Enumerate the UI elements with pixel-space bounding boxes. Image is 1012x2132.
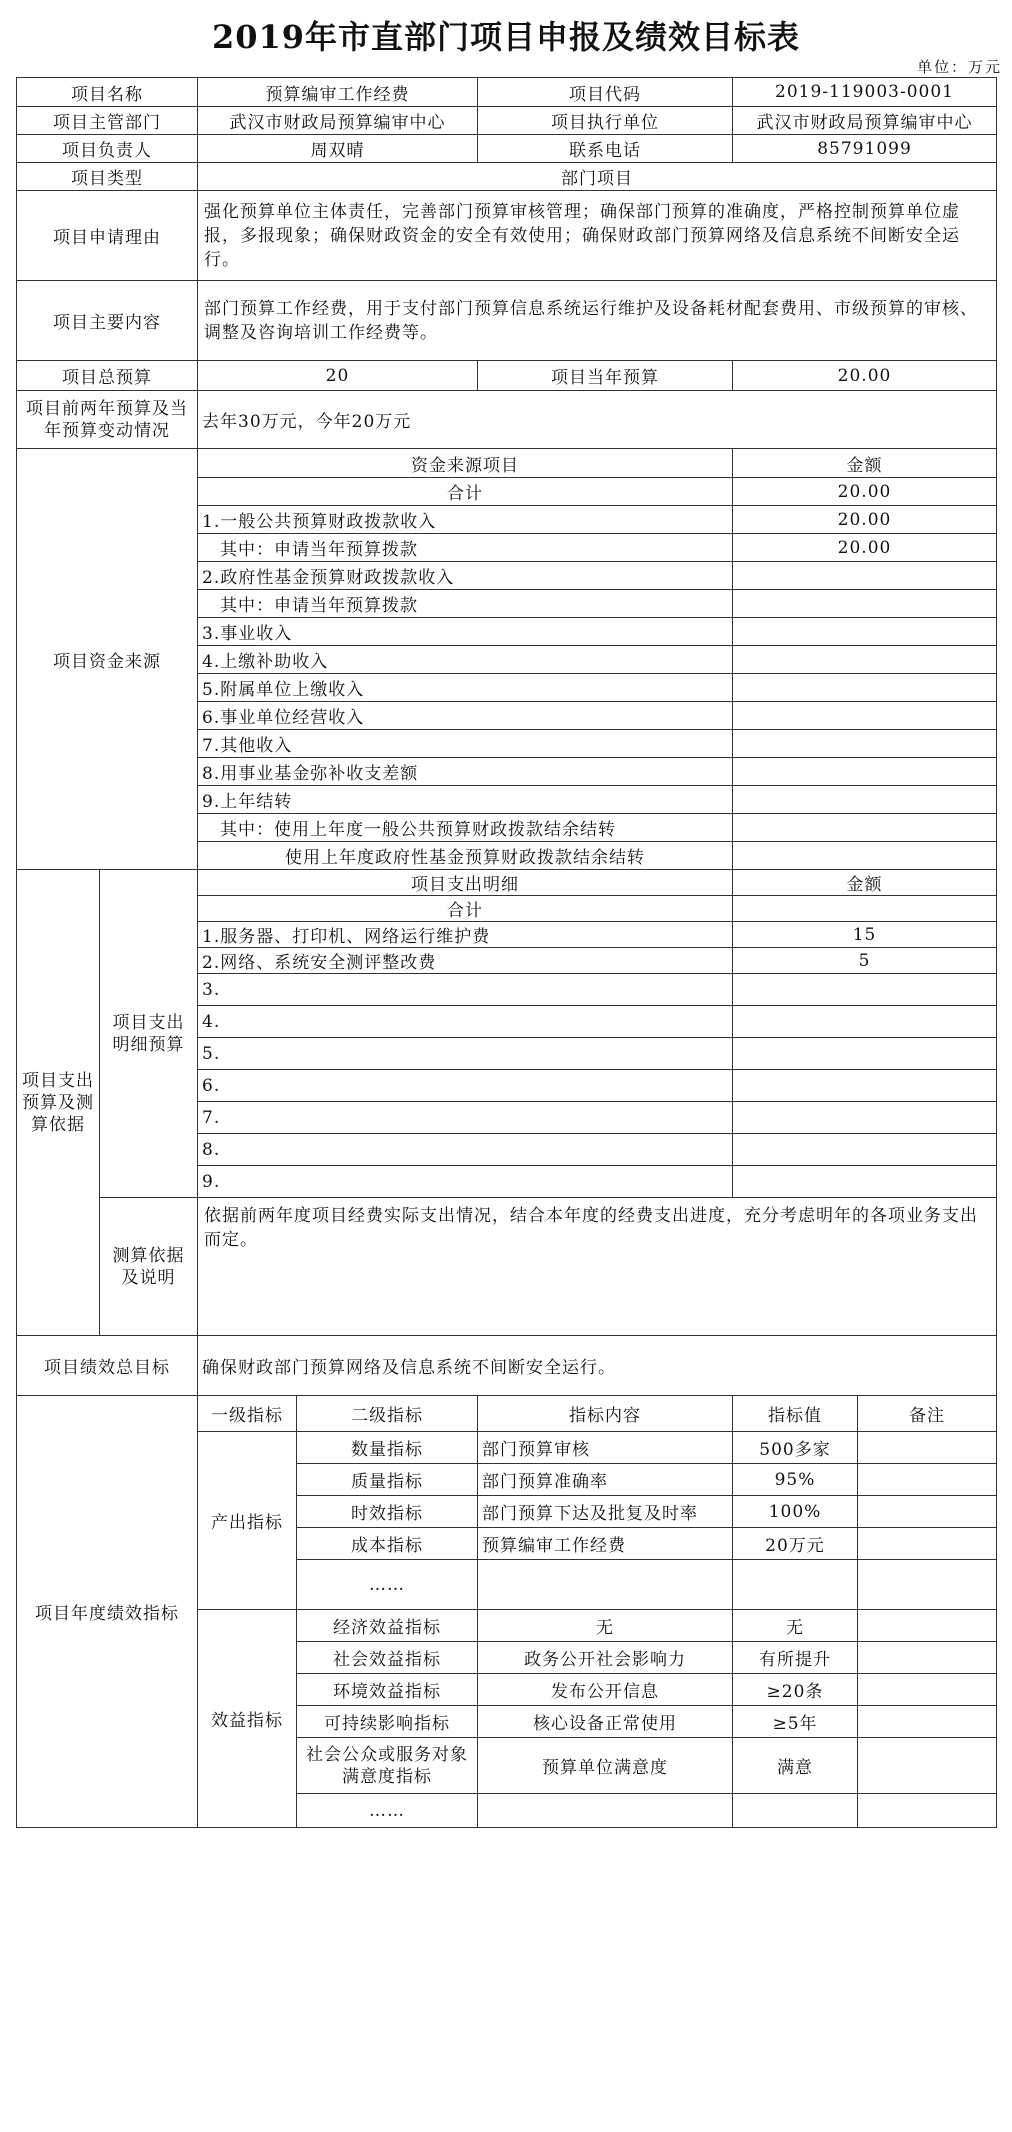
funding-row-name: 2.政府性基金预算财政拨款收入 [198, 562, 733, 590]
funding-col-amount: 金额 [733, 449, 997, 478]
indicator-value: ≥5年 [733, 1706, 858, 1738]
header-value: 指标值 [733, 1396, 858, 1432]
expenditure-row-name: 1.服务器、打印机、网络运行维护费 [198, 922, 733, 948]
funding-row-name: 其中：使用上年度一般公共预算财政拨款结余结转 [198, 814, 733, 842]
goal-text: 确保财政部门预算网络及信息系统不间断安全运行。 [198, 1336, 997, 1396]
funding-row-amount [733, 842, 997, 870]
type-label: 项目类型 [17, 163, 198, 191]
funding-row-name: 1.一般公共预算财政拨款收入 [198, 506, 733, 534]
dept-value: 武汉市财政局预算编审中心 [198, 107, 478, 135]
expenditure-row-amount: 5 [733, 948, 997, 974]
expenditure-row-name: 2.网络、系统安全测评整改费 [198, 948, 733, 974]
expenditure-row-name: 8. [198, 1134, 733, 1166]
indicator-note [858, 1464, 997, 1496]
funding-row-amount [733, 562, 997, 590]
indicator-level2: 社会效益指标 [297, 1642, 478, 1674]
expenditure-row-name: 5. [198, 1038, 733, 1070]
leader-label: 项目负责人 [17, 135, 198, 163]
funding-header-row [17, 449, 997, 478]
funding-row-amount [733, 786, 997, 814]
funding-row-amount [733, 590, 997, 618]
expenditure-row-amount [733, 1166, 997, 1198]
expenditure-col-item: 项目支出明细 [198, 870, 733, 896]
performance-label: 项目年度绩效指标 [17, 1396, 198, 1828]
exec-unit-value: 武汉市财政局预算编审中心 [733, 107, 997, 135]
budget-change-text: 去年30万元，今年20万元 [198, 391, 997, 449]
leader-value: 周双晴 [198, 135, 478, 163]
content-label: 项目主要内容 [17, 281, 198, 361]
reason-label: 项目申请理由 [17, 191, 198, 281]
indicator-level2: 时效指标 [297, 1496, 478, 1528]
funding-row-amount [733, 674, 997, 702]
current-budget-label: 项目当年预算 [478, 361, 733, 391]
funding-row-name: 其中：申请当年预算拨款 [198, 534, 733, 562]
indicator-note [858, 1738, 997, 1794]
expenditure-row-name: 7. [198, 1102, 733, 1134]
expenditure-row-name: 9. [198, 1166, 733, 1198]
exec-unit-label: 项目执行单位 [478, 107, 733, 135]
expenditure-row-amount [733, 974, 997, 1006]
indicator-level2: 质量指标 [297, 1464, 478, 1496]
indicator-value: ≥20条 [733, 1674, 858, 1706]
row-project-content [17, 281, 997, 361]
type-value: 部门项目 [198, 163, 997, 191]
funding-row-name: 9.上年结转 [198, 786, 733, 814]
indicator-note [858, 1674, 997, 1706]
expenditure-row-name: 6. [198, 1070, 733, 1102]
project-code-value: 2019-119003-0001 [733, 78, 997, 107]
indicator-content: 部门预算下达及批复及时率 [478, 1496, 733, 1528]
indicator-value: 500多家 [733, 1432, 858, 1464]
project-code-label: 项目代码 [478, 78, 733, 107]
indicator-level2: 数量指标 [297, 1432, 478, 1464]
content-text: 部门预算工作经费，用于支付部门预算信息系统运行维护及设备耗材配套费用、市级预算的审核、调整及咨询培训工作经费等。 [198, 281, 997, 361]
budget-table [16, 77, 997, 1828]
indicator-value: 无 [733, 1610, 858, 1642]
expenditure-row-name: 合计 [198, 896, 733, 922]
project-name-value: 预算编审工作经费 [198, 78, 478, 107]
current-budget-value: 20.00 [733, 361, 997, 391]
row-project-type [17, 163, 997, 191]
funding-row-amount: 20.00 [733, 506, 997, 534]
indicator-value: 满意 [733, 1738, 858, 1794]
header-content: 指标内容 [478, 1396, 733, 1432]
unit-label: 单位：万元 [916, 58, 1002, 76]
funding-row-amount: 20.00 [733, 534, 997, 562]
indicator-note [858, 1642, 997, 1674]
expenditure-header-row [17, 870, 997, 896]
funding-row-amount [733, 618, 997, 646]
dept-label: 项目主管部门 [17, 107, 198, 135]
row-project-budget [17, 361, 997, 391]
indicator-content: 预算单位满意度 [478, 1738, 733, 1794]
total-budget-label: 项目总预算 [17, 361, 198, 391]
indicator-note [858, 1496, 997, 1528]
expenditure-col-amount: 金额 [733, 870, 997, 896]
expenditure-row-amount: 15 [733, 922, 997, 948]
expenditure-row-amount [733, 1070, 997, 1102]
phone-label: 联系电话 [478, 135, 733, 163]
funding-row-name: 使用上年度政府性基金预算财政拨款结余结转 [198, 842, 733, 870]
indicator-value: 有所提升 [733, 1642, 858, 1674]
indicator-content [478, 1794, 733, 1828]
budget-change-label: 项目前两年预算及当年预算变动情况 [17, 391, 198, 449]
indicator-content: 无 [478, 1610, 733, 1642]
funding-row-amount [733, 758, 997, 786]
row-project-name [17, 78, 997, 107]
funding-row-name: 其中：申请当年预算拨款 [198, 590, 733, 618]
expenditure-row-amount [733, 1006, 997, 1038]
expenditure-row-amount [733, 1038, 997, 1070]
indicator-content: 部门预算准确率 [478, 1464, 733, 1496]
indicator-note [858, 1794, 997, 1828]
indicator-level2: …… [297, 1794, 478, 1828]
expenditure-row-amount [733, 896, 997, 922]
output-label: 产出指标 [198, 1432, 297, 1610]
expenditure-row-amount [733, 1134, 997, 1166]
benefit-label: 效益指标 [198, 1610, 297, 1828]
basis-text: 依据前两年度项目经费实际支出情况，结合本年度的经费支出进度，充分考虑明年的各项业务支出而定。 [198, 1198, 997, 1336]
funding-row-name: 4.上缴补助收入 [198, 646, 733, 674]
indicator-content: 发布公开信息 [478, 1674, 733, 1706]
indicator-value: 100% [733, 1496, 858, 1528]
expenditure-row-name: 4. [198, 1006, 733, 1038]
indicator-note [858, 1706, 997, 1738]
funding-row-name: 8.用事业基金弥补收支差额 [198, 758, 733, 786]
goal-row [17, 1336, 997, 1396]
row-project-leader [17, 135, 997, 163]
goal-label: 项目绩效总目标 [17, 1336, 198, 1396]
funding-row-amount: 20.00 [733, 478, 997, 506]
phone-value: 85791099 [733, 135, 997, 163]
basis-row [17, 1198, 997, 1336]
indicator-content: 预算编审工作经费 [478, 1528, 733, 1560]
performance-header-row [17, 1396, 997, 1432]
indicator-note [858, 1610, 997, 1642]
expenditure-row-amount [733, 1102, 997, 1134]
indicator-content [478, 1560, 733, 1610]
funding-row-amount [733, 702, 997, 730]
header-level1: 一级指标 [198, 1396, 297, 1432]
indicator-value [733, 1560, 858, 1610]
project-name-label: 项目名称 [17, 78, 198, 107]
indicator-level2: …… [297, 1560, 478, 1610]
indicator-level2: 环境效益指标 [297, 1674, 478, 1706]
funding-row-amount [733, 730, 997, 758]
row-project-reason [17, 191, 997, 281]
indicator-value [733, 1794, 858, 1828]
funding-col-source: 资金来源项目 [198, 449, 733, 478]
header-note: 备注 [858, 1396, 997, 1432]
indicator-level2: 经济效益指标 [297, 1610, 478, 1642]
expenditure-label: 项目支出预算及测算依据 [17, 870, 100, 1336]
indicator-note [858, 1560, 997, 1610]
funding-row-name: 5.附属单位上缴收入 [198, 674, 733, 702]
page-title: 2019年市直部门项目申报及绩效目标表 [211, 18, 801, 56]
indicator-note [858, 1528, 997, 1560]
indicator-content: 部门预算审核 [478, 1432, 733, 1464]
funding-row-amount [733, 646, 997, 674]
header-level2: 二级指标 [297, 1396, 478, 1432]
reason-text: 强化预算单位主体责任，完善部门预算审核管理；确保部门预算的准确度，严格控制预算单位虚报，多报现象；确保财政资金的安全有效使用；确保财政部门预算网络及信息系统不间断安全运行。 [198, 191, 997, 281]
indicator-note [858, 1432, 997, 1464]
funding-label: 项目资金来源 [17, 449, 198, 870]
indicator-content: 核心设备正常使用 [478, 1706, 733, 1738]
indicator-value: 20万元 [733, 1528, 858, 1560]
indicator-level2: 成本指标 [297, 1528, 478, 1560]
row-project-dept [17, 107, 997, 135]
indicator-value: 95% [733, 1464, 858, 1496]
row-budget-change [17, 391, 997, 449]
funding-row-name: 6.事业单位经营收入 [198, 702, 733, 730]
basis-label: 测算依据及说明 [100, 1198, 198, 1336]
expenditure-detail-label: 项目支出明细预算 [100, 870, 198, 1198]
expenditure-row-name: 3. [198, 974, 733, 1006]
indicator-content: 政务公开社会影响力 [478, 1642, 733, 1674]
indicator-level2: 可持续影响指标 [297, 1706, 478, 1738]
funding-row-name: 3.事业收入 [198, 618, 733, 646]
indicator-level2: 社会公众或服务对象满意度指标 [297, 1738, 478, 1794]
funding-row-name: 7.其他收入 [198, 730, 733, 758]
funding-row-name: 合计 [198, 478, 733, 506]
funding-row-amount [733, 814, 997, 842]
total-budget-value: 20 [198, 361, 478, 391]
